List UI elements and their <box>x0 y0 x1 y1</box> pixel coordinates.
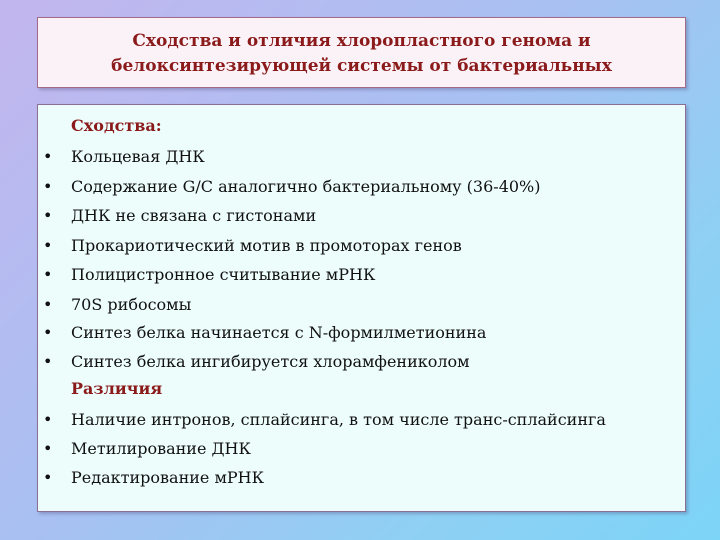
bullet-icon: • <box>43 410 53 429</box>
list-item-label: Редактирование мРНК <box>71 468 264 487</box>
bullet-icon: • <box>43 265 53 284</box>
bullet-icon: • <box>43 206 53 225</box>
list-item-label: Полицистронное считывание мРНК <box>71 265 376 284</box>
list-item-label: 70S рибосомы <box>71 295 192 314</box>
differences-heading: Различия <box>71 379 163 398</box>
list-item-label: Синтез белка ингибируется хлорамфениколом <box>71 352 470 371</box>
slide-title: Сходства и отличия хлоропластного генома и белоксинтезирующей системы от бактериальных <box>111 30 612 76</box>
title-box <box>37 17 686 88</box>
list-item-label: Наличие интронов, сплайсинга, в том числе транс-сплайсинга <box>71 410 606 429</box>
bullet-icon: • <box>43 147 53 166</box>
bullet-icon: • <box>43 177 53 196</box>
list-item-label: ДНК не связана с гистонами <box>71 206 317 225</box>
similarities-heading: Сходства: <box>71 116 162 135</box>
bullet-icon: • <box>43 295 53 314</box>
bullet-icon: • <box>43 468 53 487</box>
list-item-label: Кольцевая ДНК <box>71 147 205 166</box>
list-item-label: Содержание G/C аналогично бактериальному (36-40%) <box>71 177 541 196</box>
list-item-label: Прокариотический мотив в промоторах генов <box>71 236 462 255</box>
content-box <box>37 104 686 512</box>
bullet-icon: • <box>43 439 53 458</box>
list-item-label: Метилирование ДНК <box>71 439 251 458</box>
list-item-label: Синтез белка начинается с N-формилметионина <box>71 323 487 342</box>
bullet-icon: • <box>43 323 53 342</box>
bullet-icon: • <box>43 236 53 255</box>
bullet-icon: • <box>43 352 53 371</box>
